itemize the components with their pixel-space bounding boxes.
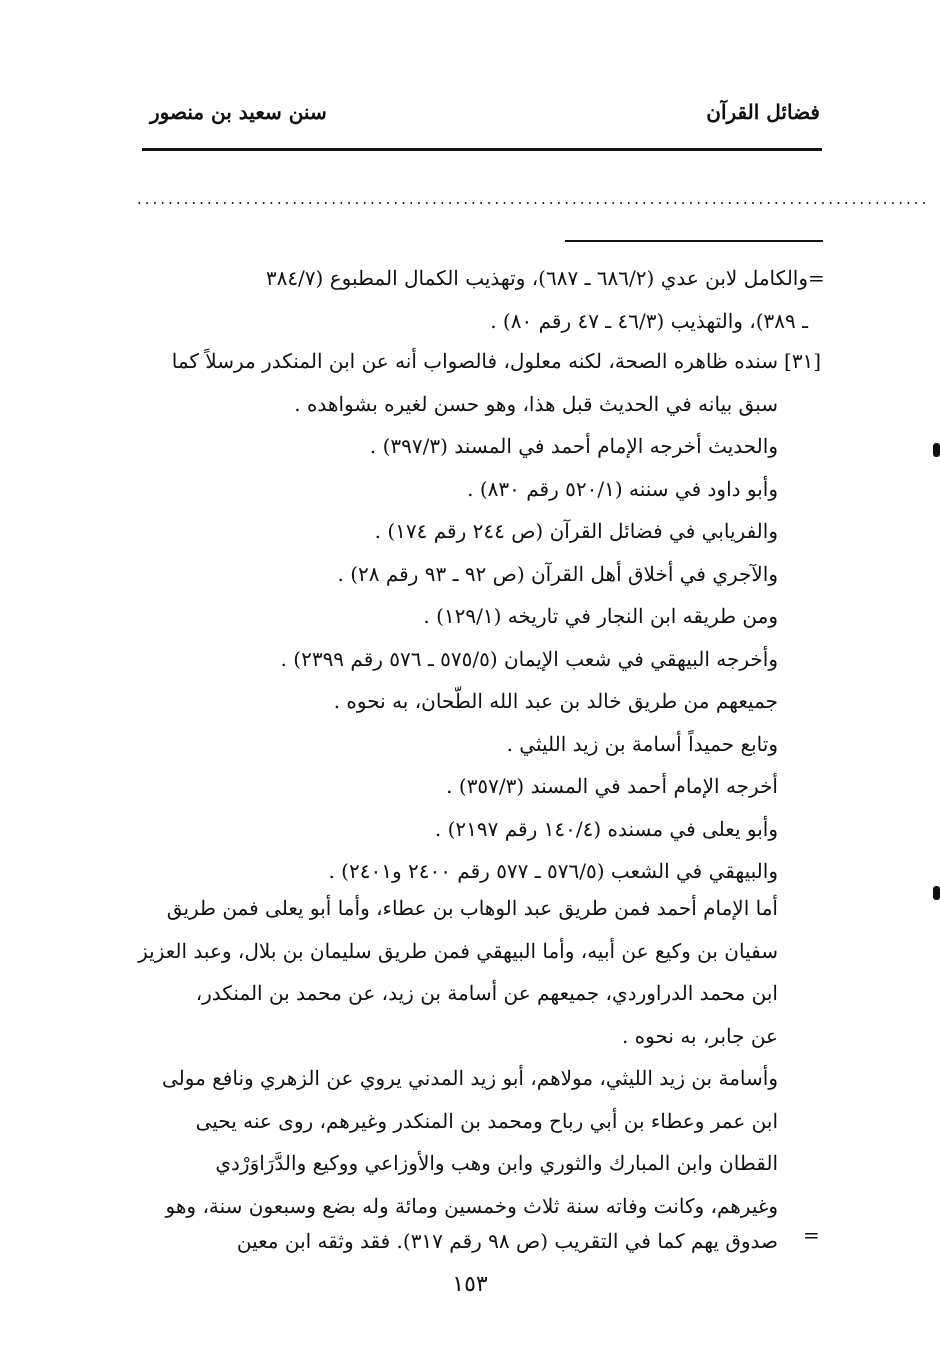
text-line: والآجري في أخلاق أهل القرآن (ص ٩٢ ـ ٩٣ رقم ٢٨) . [337, 562, 778, 586]
text-line: القطان وابن المبارك والثوري وابن وهب والأوزاعي ووكيع والدَّرَاوَرْدي [215, 1151, 778, 1175]
text-line: ومن طريقه ابن النجار في تاريخه (١٢٩/١) . [423, 604, 778, 628]
text-line: ابن محمد الدراوردي، جميعهم عن أسامة بن زيد، عن محمد بن المنكدر، [195, 981, 778, 1005]
text-line: وتابع حميداً أسامة بن زيد الليثي . [506, 732, 778, 756]
book-title: سنن سعيد بن منصور [150, 100, 327, 124]
text-line: والبيهقي في الشعب (٥٧٦/٥ ـ ٥٧٧ رقم ٢٤٠٠ و٢٤٠١) . [328, 859, 778, 883]
text-line: والكامل لابن عدي (٦٨٦/٢ ـ ٦٨٧)، وتهذيب الكمال المطبوع (٣٨٤/٧ [265, 266, 808, 290]
text-line: جميعهم من طريق خالد بن عبد الله الطّحان، به نحوه . [333, 689, 778, 713]
binding-mark [933, 886, 940, 900]
header-rule [142, 148, 822, 151]
text-line: والفريابي في فضائل القرآن (ص ٢٤٤ رقم ١٧٤) . [374, 519, 778, 543]
text-line: والحديث أخرجه الإمام أحمد في المسند (٣٩٧/٣) . [369, 434, 778, 458]
page-number: ١٥٣ [452, 1272, 488, 1297]
binding-mark [933, 443, 940, 457]
footnote-rule [565, 240, 823, 242]
text-line: ـ ٣٨٩)، والتهذيب (٤٦/٣ ـ ٤٧ رقم ٨٠) . [490, 309, 808, 333]
dotted-separator: ...................................................................................................... [137, 190, 930, 208]
text-line: ابن عمر وعطاء بن أبي رباح ومحمد بن المنكدر وغيرهم، روى عنه يحيى [195, 1109, 778, 1133]
text-line: وأسامة بن زيد الليثي، مولاهم، أبو زيد المدني يروي عن الزهري ونافع مولى [162, 1066, 778, 1090]
text-line: سنده ظاهره الصحة، لكنه معلول، فالصواب أنه عن ابن المنكدر مرسلاً كما [171, 349, 778, 373]
end-continuation-marker: = [803, 1223, 820, 1247]
book-section-title: فضائل القرآن [706, 100, 820, 124]
text-line: أخرجه الإمام أحمد في المسند (٣٥٧/٣) . [446, 774, 778, 798]
text-line: وغيرهم، وكانت وفاته سنة ثلاث وخمسين ومائة وله بضع وسبعون سنة، وهو [165, 1194, 778, 1218]
footnote-number: [٣١] [784, 349, 822, 373]
text-line: صدوق يهم كما في التقريب (ص ٩٨ رقم ٣١٧). فقد وثقه ابن معين [236, 1229, 778, 1253]
text-line: سبق بيانه في الحديث قبل هذا، وهو حسن لغيره بشواهده . [294, 392, 778, 416]
continuation-marker: = [808, 266, 825, 290]
text-line: سفيان بن وكيع عن أبيه، وأما البيهقي فمن طريق سليمان بن بلال، وعبد العزيز [138, 939, 778, 963]
text-line: وأبو داود في سننه (٥٢٠/١ رقم ٨٣٠) . [467, 477, 778, 501]
text-line: عن جابر، به نحوه . [621, 1024, 778, 1048]
text-line: أما الإمام أحمد فمن طريق عبد الوهاب بن عطاء، وأما أبو يعلى فمن طريق [166, 896, 778, 920]
text-line: وأبو يعلى في مسنده (١٤٠/٤ رقم ٢١٩٧) . [434, 817, 778, 841]
text-line: وأخرجه البيهقي في شعب الإيمان (٥٧٥/٥ ـ ٥٧٦ رقم ٢٣٩٩) . [280, 647, 778, 671]
